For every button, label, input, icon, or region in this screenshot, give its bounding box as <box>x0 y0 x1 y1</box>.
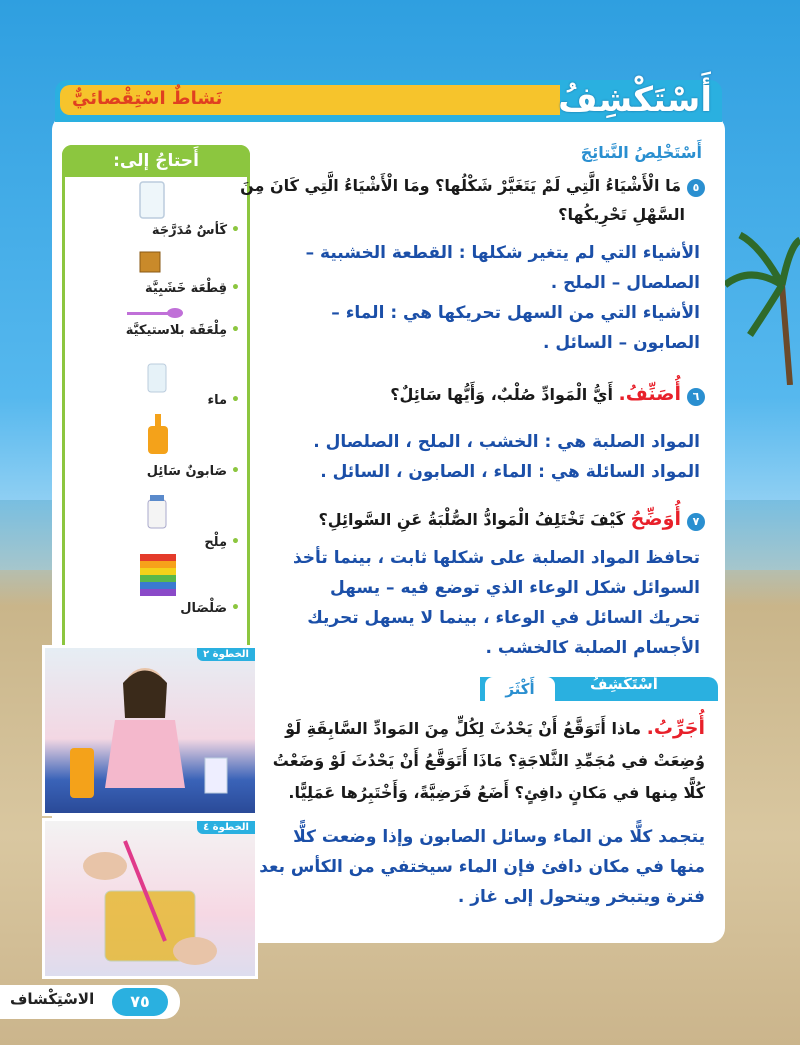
material-item: •صَابونٌ سَائِل <box>146 463 240 479</box>
wood-block-icon <box>138 248 164 274</box>
question-number: ٥ <box>687 179 705 197</box>
experiment-photo-step-2 <box>42 645 258 816</box>
footer-title: الاسْتِكْشاف <box>10 990 95 1008</box>
graduated-cup-icon <box>138 180 166 220</box>
material-item: •قِطْعَة خَشَبِيَّة <box>145 280 240 296</box>
answer-6: المواد الصلبة هي : الخشب ، الملح ، الصلصال . المواد السائلة هي : الماء ، الصابون ، السائل . <box>313 432 700 482</box>
material-item: •مِلْح <box>204 534 240 550</box>
stirring-beaker-illustration <box>45 821 255 976</box>
question-7: ٧أُوَضِّحُ كَيْفَ تَخْتَلِفُ الْمَوادُّ الصُّلْبَةُ عَنِ السَّوائِلِ؟ <box>318 508 705 531</box>
experiment-question: أُجَرِّبُ. ماذا أَتَوَقَّعُ أَنْ يَحْدُثَ لِكُلٍّ مِنَ المَوادِّ السَّابِقَةِ لَوْ وُضِعَتْ في مُجَمِّدِ الثَّلاجَةِ؟ مَاذَا أَتَوَقَّعُ أَنْ يَحْدُثَ لَوْ وَضَعْتُ كُلًّا مِنها في مَكانٍ دافِئٍ؟ أَضَعُ فَرَضِيَّةً، وَأَخْتَبِرُها عَمَلِيًّا. <box>272 717 705 802</box>
question-number: ٦ <box>687 388 705 406</box>
material-item: •ماء <box>207 392 240 408</box>
question-6: ٦أُصَنِّفُ. أَيُّ الْمَوادِّ صُلْبٌ، وَأَيُّها سَائِلٌ؟ <box>390 383 705 406</box>
materials-title: أَحتاجُ إلى: <box>62 145 250 177</box>
plastic-spoon-icon <box>125 305 185 323</box>
palm-tree-icon <box>720 225 800 385</box>
clay-icon <box>138 550 178 598</box>
page-title: أَسْتَكْشِفُ <box>558 80 712 120</box>
answer-5: الأشياء التي لم يتغير شكلها : القطعة الخشبية – الصلصال – الملح . الأشياء التي من السهل تحريكها هي : الماء – الصابون – السائل . <box>305 243 700 353</box>
step-label: الخطوة ٤ <box>197 821 255 834</box>
material-item: •كَأسٌ مُدَرَّجَة <box>151 222 240 238</box>
tab-more: أَكْثَرَ <box>485 677 555 701</box>
salt-bottle-icon <box>146 494 168 530</box>
question-5: ٥مَا الْأَشْيَاءُ الَّتِي لَمْ يَتَغَيَّرْ شَكْلُها؟ ومَا الْأَشْيَاءُ الَّتِي كَانَ مِنَ <box>240 176 705 197</box>
liquid-soap-icon <box>145 412 171 456</box>
girl-with-cup-illustration <box>45 648 255 813</box>
page-number: ٧٥ <box>112 988 168 1016</box>
activity-label: نَشاطٌ اسْتِقْصائيٌّ <box>72 88 223 109</box>
step-label: الخطوة ٢ <box>197 648 255 661</box>
question-number: ٧ <box>687 513 705 531</box>
material-item: •صَلْصَال <box>180 600 240 616</box>
water-cup-icon <box>146 362 168 394</box>
tab-explore: أَسْتَكْشِفُ <box>590 675 658 693</box>
material-item: •مِلْعَقَة بلاستيكيَّة <box>125 322 240 338</box>
experiment-photo-step-4 <box>42 818 258 979</box>
question-5-line2: السَّهْلِ تَحْرِيكُها؟ <box>558 205 685 224</box>
answer-7: تحافظ المواد الصلبة على شكلها ثابت ، بينما تأخذ السوائل شكل الوعاء الذي توضع فيه – يسهل تحريك السائل في الوعاء ، بينما لا يسهل تحريك الأجسام الصلبة كالخشب . <box>292 548 700 658</box>
section-heading: أَسْتَخْلِصُ النَّتائِجَ <box>580 143 702 162</box>
experiment-answer: يتجمد كلًّا من الماء وسائل الصابون وإذا وضعت كلًّا منها في مكان دافئ فإن الماء سيختفي من الكأس بعد فترة ويتبخر ويتحول إلى غاز . <box>259 827 705 907</box>
